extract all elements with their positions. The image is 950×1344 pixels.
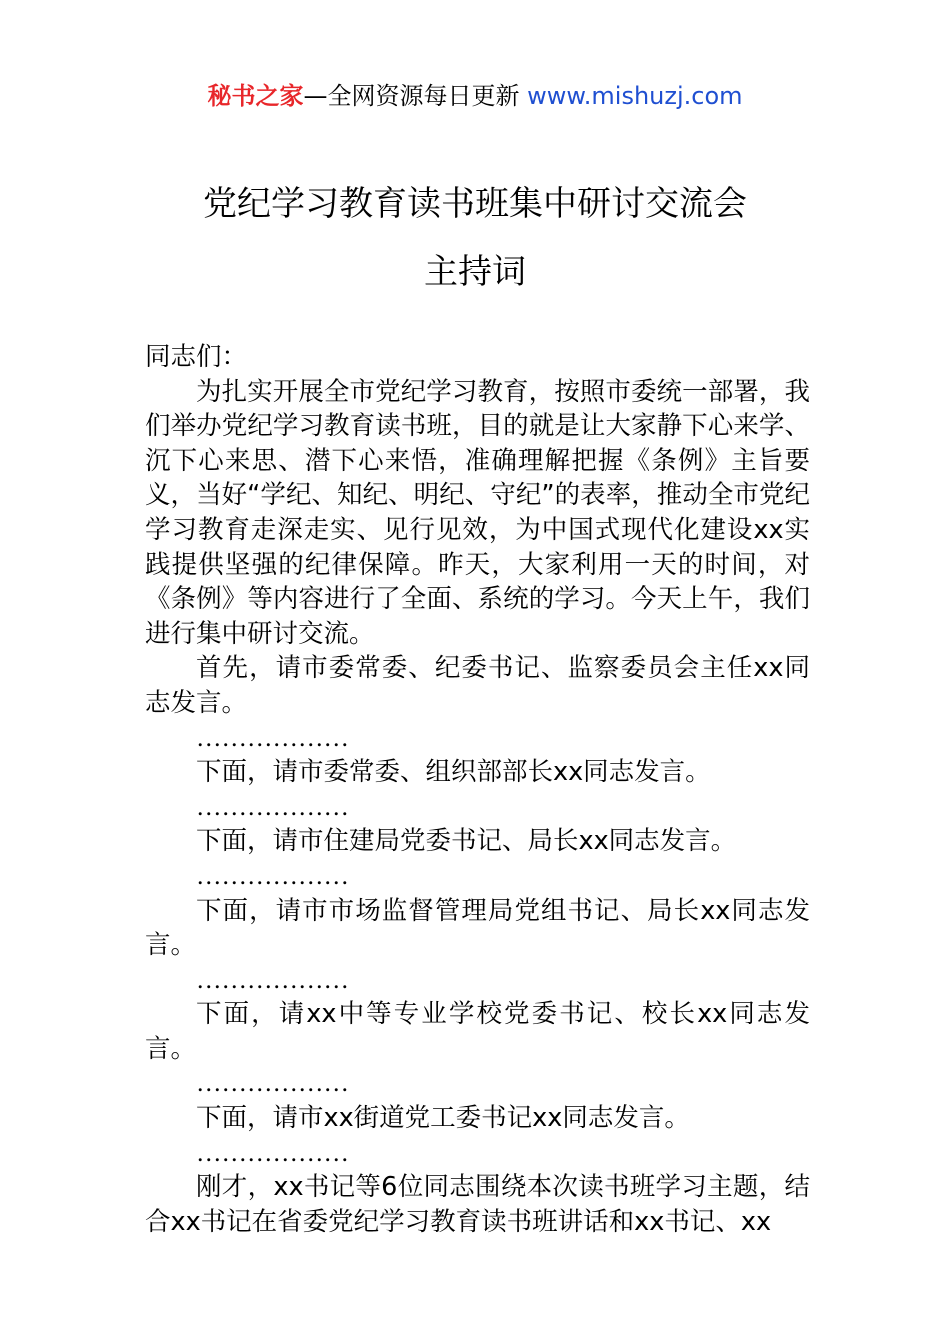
ellipsis-3: ………………	[196, 860, 349, 890]
salutation: 同志们：	[145, 342, 248, 372]
ellipsis-4: ………………	[196, 964, 349, 994]
ellipsis-2: ………………	[196, 791, 349, 821]
paragraph-intro: 为扎实开展全市党纪学习教育，按照市委统一部署，我们举办党纪学习教育读书班，目的就是让大家静下心来学、沉下心来思、潜下心来悟，准确理解把握《条例》主旨要义，当好“学纪、知纪、明纪、守纪”的表率，推动全市党纪学习教育走深走实、见行见效，为中国式现代化建设xx实践提供坚强的纪律保障。昨天，大家利用一天的时间，对《条例》等内容进行了全面、系统的学习。今天上午，我们进行集中研讨交流。	[145, 376, 810, 649]
paragraph-speaker-5: 下面，请xx中等专业学校党委书记、校长xx同志发言。	[145, 999, 810, 1064]
site-tagline: —全网资源每日更新	[303, 82, 528, 110]
ellipsis-5: ………………	[196, 1068, 349, 1098]
document-title-line1: 党纪学习教育读书班集中研讨交流会	[203, 184, 747, 224]
paragraph-speaker-1: 首先，请市委常委、纪委书记、监察委员会主任xx同志发言。	[145, 653, 810, 718]
paragraph-speaker-6: 下面，请市xx街道党工委书记xx同志发言。	[196, 1103, 690, 1134]
site-brand: 秘书之家	[207, 82, 304, 110]
site-url[interactable]: www.mishuzj.com	[527, 82, 743, 110]
ellipsis-1: ………………	[196, 722, 349, 752]
paragraph-speaker-3: 下面，请市住建局党委书记、局长xx同志发言。	[196, 826, 737, 857]
document-body	[145, 340, 810, 1239]
paragraph-summary: 刚才，xx书记等6位同志围绕本次读书班学习主题，结合xx书记在省委党纪学习教育读书班讲话和xx书记、xx	[145, 1172, 810, 1237]
document-title-line2: 主持词	[424, 252, 526, 292]
paragraph-speaker-2: 下面，请市委常委、组织部部长xx同志发言。	[196, 757, 711, 788]
ellipsis-6: ………………	[196, 1137, 349, 1167]
paragraph-speaker-4: 下面，请市市场监督管理局党组书记、局长xx同志发言。	[145, 895, 810, 961]
site-header	[0, 80, 950, 112]
